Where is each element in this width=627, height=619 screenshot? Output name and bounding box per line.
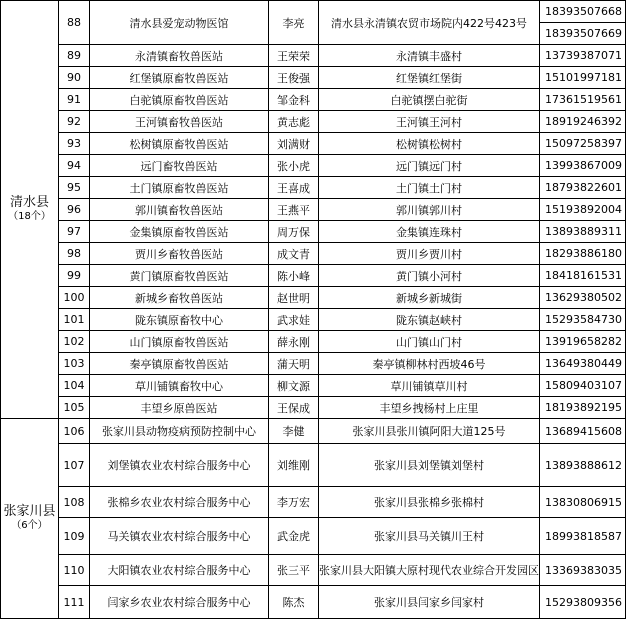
table-row xyxy=(1,89,626,111)
table-row xyxy=(1,487,626,518)
contact-person-cell: 赵世明 xyxy=(269,287,319,309)
organization-cell: 永清镇畜牧兽医站 xyxy=(90,45,269,67)
contact-person-cell: 王俊强 xyxy=(269,67,319,89)
address-cell: 草川铺镇草川村 xyxy=(319,375,540,397)
contact-person-cell: 刘维刚 xyxy=(269,444,319,487)
phone-cell: 13369383035 xyxy=(540,555,626,586)
contact-person-cell: 李亮 xyxy=(269,1,319,45)
contact-person-cell: 张小虎 xyxy=(269,155,319,177)
phone-cell: 15193892004 xyxy=(540,199,626,221)
table-row xyxy=(1,221,626,243)
row-number-cell: 109 xyxy=(59,518,90,555)
organization-cell: 红堡镇原畜牧兽医站 xyxy=(90,67,269,89)
row-number-cell: 96 xyxy=(59,199,90,221)
table-row xyxy=(1,586,626,619)
table-row xyxy=(1,444,626,487)
organization-cell: 王河镇畜牧兽医站 xyxy=(90,111,269,133)
address-cell: 白驼镇摆白驼街 xyxy=(319,89,540,111)
organization-cell: 清水县爱宠动物医馆 xyxy=(90,1,269,45)
phone-cell: 15809403107 xyxy=(540,375,626,397)
table-row xyxy=(1,331,626,353)
organization-cell: 白驼镇原畜牧兽医站 xyxy=(90,89,269,111)
table-row xyxy=(1,353,626,375)
contact-person-cell: 柳文源 xyxy=(269,375,319,397)
organization-cell: 山门镇原畜牧兽医站 xyxy=(90,331,269,353)
row-number-cell: 110 xyxy=(59,555,90,586)
row-number-cell: 98 xyxy=(59,243,90,265)
phone-cell: 18793822601 xyxy=(540,177,626,199)
phone-cell: 13649380449 xyxy=(540,353,626,375)
phone-cell: 13919658282 xyxy=(540,331,626,353)
contact-person-cell: 刘满财 xyxy=(269,133,319,155)
phone-cell: 13689415608 xyxy=(540,419,626,444)
address-cell: 黄门镇小河村 xyxy=(319,265,540,287)
organization-cell: 草川铺镇畜牧中心 xyxy=(90,375,269,397)
row-number-cell: 90 xyxy=(59,67,90,89)
county-name: 张家川县 xyxy=(3,503,56,519)
table-row xyxy=(1,518,626,555)
row-number-cell: 100 xyxy=(59,287,90,309)
table-row xyxy=(1,287,626,309)
phone-cell: 15097258397 xyxy=(540,133,626,155)
organization-cell: 黄门镇原畜牧兽医站 xyxy=(90,265,269,287)
county-cell xyxy=(1,1,59,419)
county-cell xyxy=(1,419,59,619)
contact-person-cell: 王燕平 xyxy=(269,199,319,221)
contact-person-cell: 陈杰 xyxy=(269,586,319,619)
contact-person-cell: 薛永刚 xyxy=(269,331,319,353)
organization-cell: 远门畜牧兽医站 xyxy=(90,155,269,177)
row-number-cell: 104 xyxy=(59,375,90,397)
address-cell: 松树镇松树村 xyxy=(319,133,540,155)
row-number-cell: 94 xyxy=(59,155,90,177)
table-row xyxy=(1,111,626,133)
organization-cell: 马关镇农业农村综合服务中心 xyxy=(90,518,269,555)
phone-cell: 18193892195 xyxy=(540,397,626,419)
row-number-cell: 105 xyxy=(59,397,90,419)
address-cell: 张家川县张川镇阿阳大道125号 xyxy=(319,419,540,444)
phone-cell: 18418161531 xyxy=(540,265,626,287)
address-cell: 土门镇土门村 xyxy=(319,177,540,199)
organization-cell: 松树镇原畜牧兽医站 xyxy=(90,133,269,155)
row-number-cell: 88 xyxy=(59,1,90,45)
contact-person-cell: 李健 xyxy=(269,419,319,444)
row-number-cell: 89 xyxy=(59,45,90,67)
county-count: （18个） xyxy=(8,210,51,222)
organization-cell: 贾川乡畜牧兽医站 xyxy=(90,243,269,265)
organization-cell: 金集镇原畜牧兽医站 xyxy=(90,221,269,243)
address-cell: 红堡镇红堡街 xyxy=(319,67,540,89)
row-number-cell: 108 xyxy=(59,487,90,518)
contact-person-cell: 周万保 xyxy=(269,221,319,243)
organization-cell: 郭川镇畜牧兽医站 xyxy=(90,199,269,221)
table-row xyxy=(1,555,626,586)
contact-person-cell: 蒲天明 xyxy=(269,353,319,375)
organization-cell: 大阳镇农业农村综合服务中心 xyxy=(90,555,269,586)
phone-cell: 13830806915 xyxy=(540,487,626,518)
address-cell: 远门镇远门村 xyxy=(319,155,540,177)
row-number-cell: 111 xyxy=(59,586,90,619)
address-cell: 永清镇丰盛村 xyxy=(319,45,540,67)
county-name: 清水县 xyxy=(9,194,49,210)
row-number-cell: 99 xyxy=(59,265,90,287)
row-number-cell: 102 xyxy=(59,331,90,353)
address-cell: 张家川县大阳镇大原村现代农业综合开发园区 xyxy=(319,555,540,586)
contact-person-cell: 成文青 xyxy=(269,243,319,265)
phone-cell: 18993818587 xyxy=(540,518,626,555)
contact-person-cell: 李万宏 xyxy=(269,487,319,518)
table-row xyxy=(1,199,626,221)
table-row xyxy=(1,397,626,419)
phone-cell: 15293809356 xyxy=(540,586,626,619)
organization-cell: 丰望乡原兽医站 xyxy=(90,397,269,419)
organization-cell: 陇东镇原畜牧中心 xyxy=(90,309,269,331)
phone-cell: 17361519561 xyxy=(540,89,626,111)
address-cell: 陇东镇赵峡村 xyxy=(319,309,540,331)
phone-cell: 13893889311 xyxy=(540,221,626,243)
contact-person-cell: 张三平 xyxy=(269,555,319,586)
address-cell: 张家川县刘堡镇刘堡村 xyxy=(319,444,540,487)
table-row xyxy=(1,419,626,444)
phone-cell: 13629380502 xyxy=(540,287,626,309)
contact-person-cell: 王喜成 xyxy=(269,177,319,199)
phone-cell: 18919246392 xyxy=(540,111,626,133)
table-row xyxy=(1,1,626,23)
row-number-cell: 93 xyxy=(59,133,90,155)
address-cell: 王河镇王河村 xyxy=(319,111,540,133)
row-number-cell: 101 xyxy=(59,309,90,331)
phone-cell: 18393507668 xyxy=(540,1,626,23)
phone-cell: 13993867009 xyxy=(540,155,626,177)
address-cell: 贾川乡贾川村 xyxy=(319,243,540,265)
table-row xyxy=(1,67,626,89)
organization-cell: 张棉乡农业农村综合服务中心 xyxy=(90,487,269,518)
address-cell: 秦亭镇柳林村西坡46号 xyxy=(319,353,540,375)
table-row xyxy=(1,265,626,287)
organization-cell: 新城乡畜牧兽医站 xyxy=(90,287,269,309)
row-number-cell: 103 xyxy=(59,353,90,375)
contact-person-cell: 邹金科 xyxy=(269,89,319,111)
organization-cell: 闫家乡农业农村综合服务中心 xyxy=(90,586,269,619)
phone-cell: 13739387071 xyxy=(540,45,626,67)
address-cell: 郭川镇郭川村 xyxy=(319,199,540,221)
phone-cell: 15101997181 xyxy=(540,67,626,89)
table-row xyxy=(1,45,626,67)
address-cell: 金集镇连珠村 xyxy=(319,221,540,243)
contact-person-cell: 武求娃 xyxy=(269,309,319,331)
table-row xyxy=(1,243,626,265)
row-number-cell: 107 xyxy=(59,444,90,487)
contact-person-cell: 王保成 xyxy=(269,397,319,419)
phone-cell: 18293886180 xyxy=(540,243,626,265)
organization-cell: 秦亭镇原畜牧兽医站 xyxy=(90,353,269,375)
row-number-cell: 106 xyxy=(59,419,90,444)
row-number-cell: 91 xyxy=(59,89,90,111)
contact-person-cell: 王荣荣 xyxy=(269,45,319,67)
phone-cell: 15293584730 xyxy=(540,309,626,331)
table-row xyxy=(1,177,626,199)
address-cell: 清水县永清镇农贸市场院内422号423号 xyxy=(319,1,540,45)
address-cell: 张家川县马关镇川王村 xyxy=(319,518,540,555)
contact-person-cell: 武金虎 xyxy=(269,518,319,555)
address-cell: 张家川县闫家乡闫家村 xyxy=(319,586,540,619)
row-number-cell: 92 xyxy=(59,111,90,133)
contact-person-cell: 黄志彪 xyxy=(269,111,319,133)
address-cell: 丰望乡拽杨村上庄里 xyxy=(319,397,540,419)
address-cell: 张家川县张棉乡张棉村 xyxy=(319,487,540,518)
organization-cell: 张家川县动物疫病预防控制中心 xyxy=(90,419,269,444)
row-number-cell: 97 xyxy=(59,221,90,243)
organization-cell: 土门镇原畜牧兽医站 xyxy=(90,177,269,199)
phone-cell: 18393507669 xyxy=(540,23,626,45)
county-count: （6个） xyxy=(11,519,48,531)
table-row xyxy=(1,155,626,177)
organization-cell: 刘堡镇农业农村综合服务中心 xyxy=(90,444,269,487)
table-row xyxy=(1,309,626,331)
phone-cell: 13893888612 xyxy=(540,444,626,487)
contact-person-cell: 陈小峰 xyxy=(269,265,319,287)
address-cell: 山门镇山门村 xyxy=(319,331,540,353)
table-row xyxy=(1,133,626,155)
table-body xyxy=(1,1,626,619)
table-row xyxy=(1,375,626,397)
row-number-cell: 95 xyxy=(59,177,90,199)
address-cell: 新城乡新城街 xyxy=(319,287,540,309)
